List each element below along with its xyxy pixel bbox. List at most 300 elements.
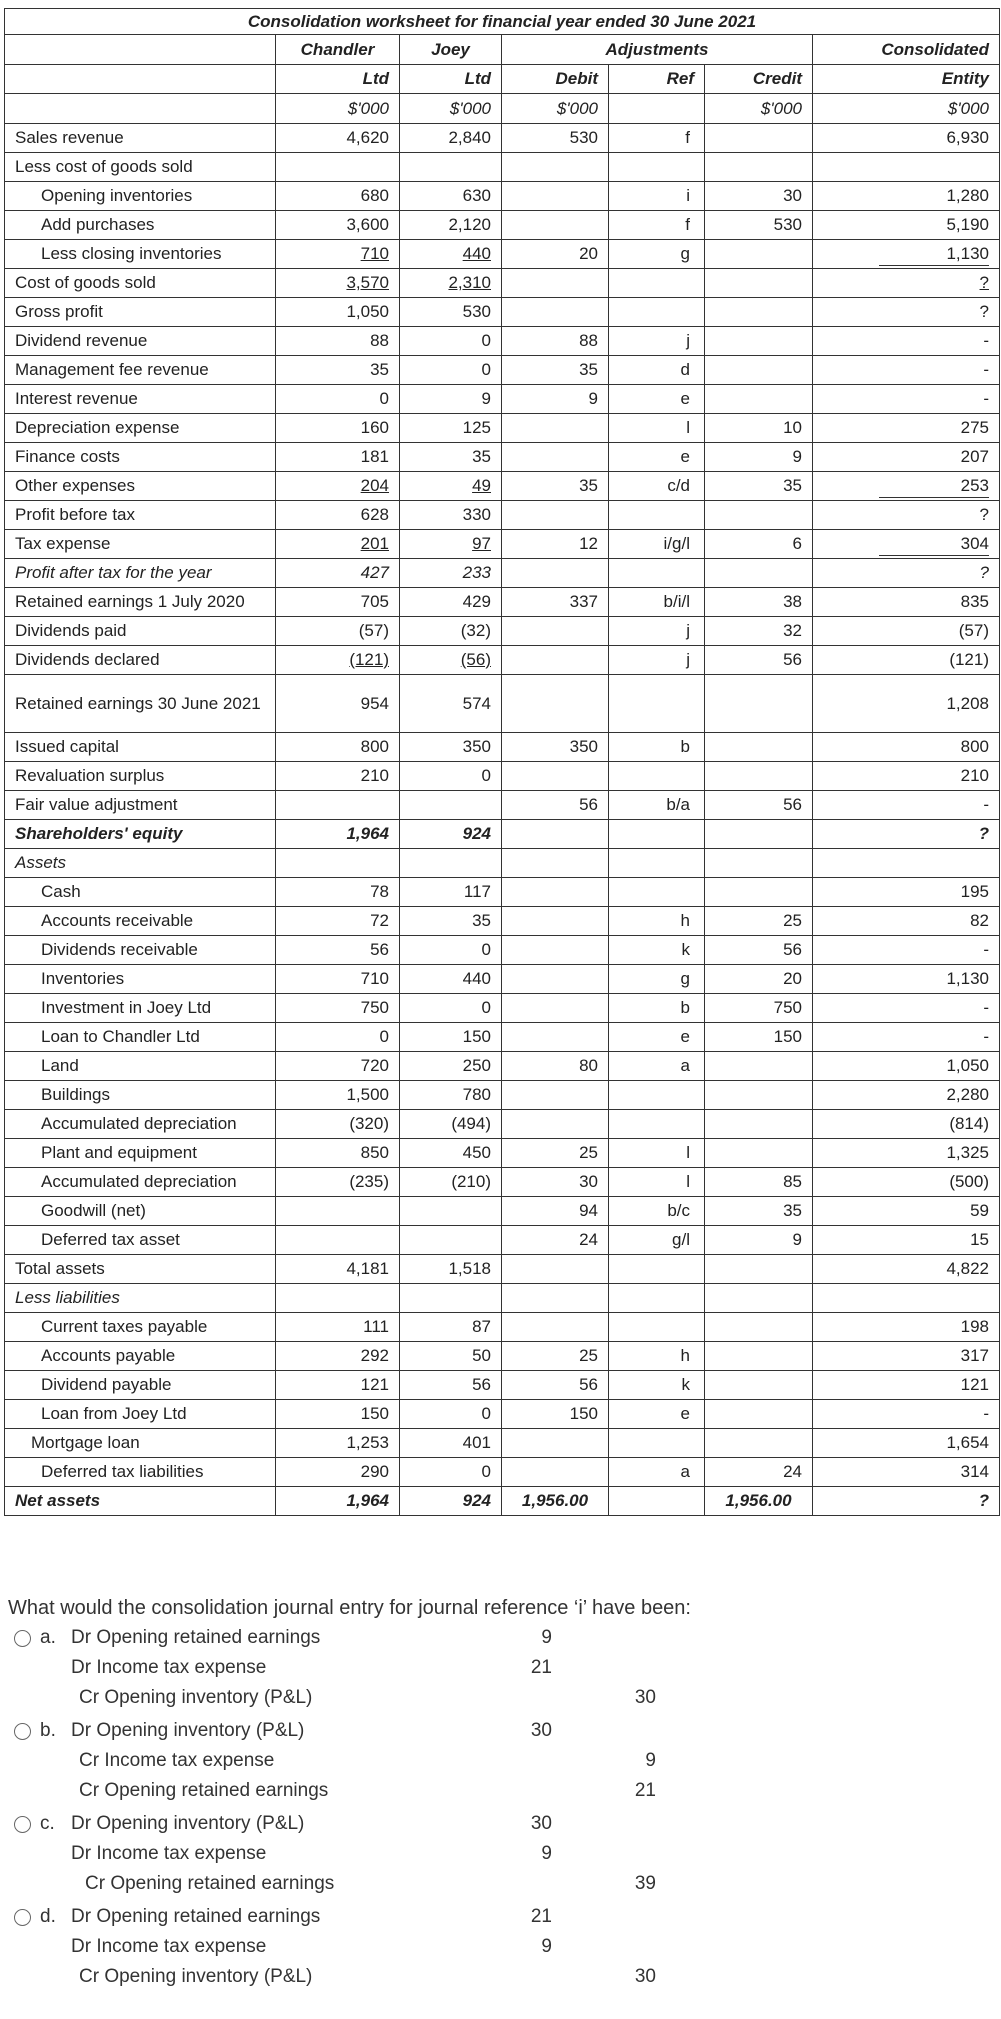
cell-debit: 12	[502, 530, 609, 559]
row-interest-revenue	[5, 385, 1000, 414]
cell-joey	[400, 1284, 502, 1313]
cell-joey: 0	[400, 356, 502, 385]
cell-ref: i	[609, 182, 705, 211]
cell-debit	[502, 414, 609, 443]
debit-amount: 9	[541, 1627, 552, 1648]
unit-entity: $'000	[813, 94, 1000, 124]
row-add-purchases	[5, 211, 1000, 240]
row-cost-of-goods-sold	[5, 269, 1000, 298]
cell-ref: b	[609, 994, 705, 1023]
cell-label: Goodwill (net)	[5, 1197, 276, 1226]
cell-consolidated: 1,208	[813, 675, 1000, 733]
cell-label: Mortgage loan	[5, 1429, 276, 1458]
cell-ref: b/a	[609, 791, 705, 820]
cell-joey: 50	[400, 1342, 502, 1371]
cell-debit: 150	[502, 1400, 609, 1429]
cell-consolidated: -	[813, 994, 1000, 1023]
cell-label: Other expenses	[5, 472, 276, 501]
cell-label: Dividends declared	[5, 646, 276, 675]
cell-chandler: 427	[276, 559, 400, 588]
cell-credit	[705, 1342, 813, 1371]
credit-amount: 39	[634, 1873, 656, 1894]
cell-consolidated: 59	[813, 1197, 1000, 1226]
cell-ref: j	[609, 617, 705, 646]
unit-chandler: $'000	[276, 94, 400, 124]
cell-debit: 94	[502, 1197, 609, 1226]
row-fair-value-adjustment	[5, 791, 1000, 820]
cell-debit	[502, 878, 609, 907]
cell-consolidated: 121	[813, 1371, 1000, 1400]
cell-ref	[609, 298, 705, 327]
cell-ref	[609, 878, 705, 907]
cell-ref: l	[609, 414, 705, 443]
debit-amount	[512, 1683, 552, 1713]
cell-debit: 25	[502, 1139, 609, 1168]
cell-chandler	[276, 791, 400, 820]
cell-chandler: 954	[276, 675, 400, 733]
cell-credit	[705, 501, 813, 530]
debit-amount	[512, 1869, 552, 1899]
cell-ref	[609, 849, 705, 878]
cell-joey: (494)	[400, 1110, 502, 1139]
cell-joey: 401	[400, 1429, 502, 1458]
cell-label: Finance costs	[5, 443, 276, 472]
credit-amount: 9	[645, 1750, 656, 1771]
cell-joey: 924	[400, 820, 502, 849]
cell-consolidated	[813, 1284, 1000, 1313]
journal-line-account: Dr Opening retained earnings	[71, 1627, 321, 1648]
option-letter: d.	[40, 1906, 56, 1927]
cell-joey: (32)	[400, 617, 502, 646]
cell-debit: 35	[502, 472, 609, 501]
cell-chandler: (57)	[276, 617, 400, 646]
cell-chandler: (320)	[276, 1110, 400, 1139]
cell-label: Issued capital	[5, 733, 276, 762]
cell-consolidated: 835	[813, 588, 1000, 617]
cell-ref: f	[609, 124, 705, 153]
row-accumulated-depreciation-buildings	[5, 1110, 1000, 1139]
credit-amount	[616, 1839, 656, 1869]
cell-ref	[609, 501, 705, 530]
cell-ref	[609, 559, 705, 588]
debit-amount: 21	[530, 1657, 552, 1678]
cell-label: Plant and equipment	[5, 1139, 276, 1168]
cell-consolidated: 1,130	[813, 240, 1000, 269]
cell-joey: 2,310	[400, 269, 502, 298]
row-investment-in-joey	[5, 994, 1000, 1023]
cell-label: Dividends receivable	[5, 936, 276, 965]
credit-amount: 30	[634, 1687, 656, 1708]
cell-credit	[705, 878, 813, 907]
journal-line-account: Dr Income tax expense	[71, 1657, 267, 1678]
cell-label: Revaluation surplus	[5, 762, 276, 791]
header-joey: Joey	[400, 35, 502, 65]
cell-ref: a	[609, 1458, 705, 1487]
row-mortgage-loan	[5, 1429, 1000, 1458]
cell-joey: 450	[400, 1139, 502, 1168]
cell-joey: 250	[400, 1052, 502, 1081]
cell-joey: 87	[400, 1313, 502, 1342]
cell-joey: 97	[400, 530, 502, 559]
cell-debit	[502, 1284, 609, 1313]
cell-joey: 150	[400, 1023, 502, 1052]
row-profit-before-tax	[5, 501, 1000, 530]
header-ref: Ref	[609, 65, 705, 94]
cell-consolidated: 1,280	[813, 182, 1000, 211]
cell-consolidated: 314	[813, 1458, 1000, 1487]
cell-credit: 85	[705, 1168, 813, 1197]
cell-joey: 0	[400, 936, 502, 965]
cell-consolidated: -	[813, 327, 1000, 356]
cell-ref: g	[609, 240, 705, 269]
cell-label: Gross profit	[5, 298, 276, 327]
cell-debit: 30	[502, 1168, 609, 1197]
cell-chandler: 1,964	[276, 820, 400, 849]
cell-label: Loan to Chandler Ltd	[5, 1023, 276, 1052]
cell-ref: l	[609, 1168, 705, 1197]
cell-credit	[705, 385, 813, 414]
cell-chandler: 150	[276, 1400, 400, 1429]
row-profit-after-tax	[5, 559, 1000, 588]
cell-credit: 150	[705, 1023, 813, 1052]
cell-consolidated: (814)	[813, 1110, 1000, 1139]
cell-chandler: 1,964	[276, 1487, 400, 1516]
row-less-cogs	[5, 153, 1000, 182]
cell-label: Profit after tax for the year	[5, 559, 276, 588]
credit-amount	[616, 1902, 656, 1932]
debit-amount: 9	[541, 1936, 552, 1957]
cell-joey: 0	[400, 762, 502, 791]
cell-chandler: 800	[276, 733, 400, 762]
cell-credit	[705, 559, 813, 588]
cell-debit	[502, 675, 609, 733]
cell-chandler: 4,181	[276, 1255, 400, 1284]
cell-debit: 35	[502, 356, 609, 385]
cell-credit: 9	[705, 443, 813, 472]
cell-credit: 10	[705, 414, 813, 443]
cell-joey: 780	[400, 1081, 502, 1110]
cell-chandler: 3,600	[276, 211, 400, 240]
cell-ref	[609, 675, 705, 733]
cell-chandler	[276, 153, 400, 182]
cell-credit: 56	[705, 791, 813, 820]
journal-line-account: Dr Income tax expense	[71, 1843, 267, 1864]
row-dividends-paid	[5, 617, 1000, 646]
cell-credit: 25	[705, 907, 813, 936]
cell-consolidated: ?	[813, 559, 1000, 588]
cell-credit	[705, 675, 813, 733]
cell-label: Buildings	[5, 1081, 276, 1110]
cell-debit: 80	[502, 1052, 609, 1081]
cell-credit: 1,956.00	[705, 1487, 813, 1516]
cell-consolidated: (121)	[813, 646, 1000, 675]
option-letter: a.	[40, 1627, 56, 1648]
worksheet-title: Consolidation worksheet for financial year ended 30 June 2021	[5, 9, 1000, 35]
journal-line-account: Cr Opening inventory (P&L)	[79, 1687, 313, 1708]
cell-joey	[400, 791, 502, 820]
cell-label: Accounts receivable	[5, 907, 276, 936]
cell-chandler: 204	[276, 472, 400, 501]
cell-debit	[502, 1255, 609, 1284]
cell-joey	[400, 1197, 502, 1226]
cell-ref: c/d	[609, 472, 705, 501]
cell-ref	[609, 153, 705, 182]
cell-chandler: 160	[276, 414, 400, 443]
cell-consolidated: ?	[813, 501, 1000, 530]
cell-joey: 49	[400, 472, 502, 501]
header-adjustments: Adjustments	[502, 35, 813, 65]
cell-debit	[502, 1081, 609, 1110]
cell-consolidated: 15	[813, 1226, 1000, 1255]
row-shareholders-equity	[5, 820, 1000, 849]
credit-amount	[616, 1716, 656, 1746]
cell-chandler: 710	[276, 240, 400, 269]
debit-amount	[512, 1776, 552, 1806]
row-land	[5, 1052, 1000, 1081]
unit-credit: $'000	[705, 94, 813, 124]
cell-debit: 530	[502, 124, 609, 153]
cell-chandler: 628	[276, 501, 400, 530]
cell-chandler: 705	[276, 588, 400, 617]
cell-consolidated: 198	[813, 1313, 1000, 1342]
cell-consolidated: -	[813, 1400, 1000, 1429]
cell-debit	[502, 443, 609, 472]
cell-consolidated: 1,130	[813, 965, 1000, 994]
cell-credit	[705, 153, 813, 182]
row-goodwill	[5, 1197, 1000, 1226]
cell-credit	[705, 762, 813, 791]
row-loan-to-chandler	[5, 1023, 1000, 1052]
cell-label: Fair value adjustment	[5, 791, 276, 820]
cell-debit	[502, 269, 609, 298]
cell-credit	[705, 1255, 813, 1284]
cell-label: Dividends paid	[5, 617, 276, 646]
cell-joey: 440	[400, 240, 502, 269]
cell-chandler: (235)	[276, 1168, 400, 1197]
cell-label: Retained earnings 1 July 2020	[5, 588, 276, 617]
row-sales-revenue	[5, 124, 1000, 153]
option-letter: b.	[40, 1720, 56, 1741]
row-dividend-revenue	[5, 327, 1000, 356]
credit-amount	[616, 1653, 656, 1683]
cell-chandler: 0	[276, 385, 400, 414]
cell-chandler	[276, 1197, 400, 1226]
row-retained-earnings-opening	[5, 588, 1000, 617]
cell-debit	[502, 762, 609, 791]
cell-debit: 337	[502, 588, 609, 617]
cell-credit: 30	[705, 182, 813, 211]
cell-joey: 1,518	[400, 1255, 502, 1284]
cell-consolidated: 304	[813, 530, 1000, 559]
cell-label: Profit before tax	[5, 501, 276, 530]
row-less-closing-inventories	[5, 240, 1000, 269]
cell-joey: 56	[400, 1371, 502, 1400]
cell-consolidated: 207	[813, 443, 1000, 472]
cell-ref: g	[609, 965, 705, 994]
cell-label: Cost of goods sold	[5, 269, 276, 298]
debit-amount: 9	[541, 1843, 552, 1864]
debit-amount: 21	[530, 1906, 552, 1927]
cell-chandler: 0	[276, 1023, 400, 1052]
cell-credit	[705, 1313, 813, 1342]
cell-debit	[502, 559, 609, 588]
cell-consolidated: 4,822	[813, 1255, 1000, 1284]
cell-debit	[502, 1458, 609, 1487]
cell-label: Cash	[5, 878, 276, 907]
cell-consolidated: 253	[813, 472, 1000, 501]
radio-button[interactable]	[14, 1723, 31, 1740]
cell-joey: (210)	[400, 1168, 502, 1197]
row-revaluation-surplus	[5, 762, 1000, 791]
cell-ref: a	[609, 1052, 705, 1081]
cell-chandler: 710	[276, 965, 400, 994]
cell-chandler: 1,253	[276, 1429, 400, 1458]
radio-button[interactable]	[14, 1816, 31, 1833]
cell-debit	[502, 182, 609, 211]
cell-chandler: 1,500	[276, 1081, 400, 1110]
cell-debit	[502, 1023, 609, 1052]
cell-credit: 24	[705, 1458, 813, 1487]
cell-credit	[705, 269, 813, 298]
cell-chandler	[276, 1284, 400, 1313]
row-current-taxes-payable	[5, 1313, 1000, 1342]
cell-chandler: 121	[276, 1371, 400, 1400]
radio-button[interactable]	[14, 1909, 31, 1926]
cell-consolidated: 6,930	[813, 124, 1000, 153]
cell-joey: 0	[400, 1400, 502, 1429]
cell-ref	[609, 269, 705, 298]
cell-debit	[502, 646, 609, 675]
cell-label: Depreciation expense	[5, 414, 276, 443]
cell-joey: 330	[400, 501, 502, 530]
cell-credit	[705, 849, 813, 878]
cell-credit	[705, 733, 813, 762]
cell-consolidated: 317	[813, 1342, 1000, 1371]
cell-consolidated: 1,050	[813, 1052, 1000, 1081]
cell-consolidated: 195	[813, 878, 1000, 907]
header-consolidated: Consolidated	[813, 35, 1000, 65]
cell-joey: 2,120	[400, 211, 502, 240]
cell-consolidated	[813, 849, 1000, 878]
cell-debit: 56	[502, 791, 609, 820]
cell-chandler: 72	[276, 907, 400, 936]
cell-chandler	[276, 1226, 400, 1255]
cell-credit	[705, 124, 813, 153]
cell-label: Land	[5, 1052, 276, 1081]
cell-label: Accumulated depreciation	[5, 1110, 276, 1139]
cell-label: Shareholders' equity	[5, 820, 276, 849]
cell-label: Accounts payable	[5, 1342, 276, 1371]
cell-credit: 6	[705, 530, 813, 559]
cell-label: Total assets	[5, 1255, 276, 1284]
cell-debit	[502, 153, 609, 182]
cell-ref: d	[609, 356, 705, 385]
cell-chandler: 3,570	[276, 269, 400, 298]
cell-debit	[502, 994, 609, 1023]
cell-chandler: 850	[276, 1139, 400, 1168]
cell-consolidated: -	[813, 791, 1000, 820]
radio-button[interactable]	[14, 1630, 31, 1647]
cell-ref: l	[609, 1139, 705, 1168]
journal-line-account: Dr Opening inventory (P&L)	[71, 1720, 305, 1741]
cell-ref	[609, 1313, 705, 1342]
cell-credit	[705, 820, 813, 849]
cell-label: Less liabilities	[5, 1284, 276, 1313]
cell-joey: 0	[400, 1458, 502, 1487]
cell-consolidated: 210	[813, 762, 1000, 791]
cell-label: Current taxes payable	[5, 1313, 276, 1342]
row-less-liabilities-heading	[5, 1284, 1000, 1313]
row-dividends-receivable	[5, 936, 1000, 965]
cell-label: Net assets	[5, 1487, 276, 1516]
cell-ref: h	[609, 1342, 705, 1371]
cell-credit	[705, 1139, 813, 1168]
cell-joey: 117	[400, 878, 502, 907]
row-tax-expense	[5, 530, 1000, 559]
cell-label: Add purchases	[5, 211, 276, 240]
journal-line-account: Cr Opening retained earnings	[85, 1873, 335, 1894]
cell-label: Accumulated depreciation	[5, 1168, 276, 1197]
cell-consolidated: ?	[813, 269, 1000, 298]
cell-joey: 350	[400, 733, 502, 762]
row-accounts-receivable	[5, 907, 1000, 936]
cell-chandler: 1,050	[276, 298, 400, 327]
cell-credit	[705, 1110, 813, 1139]
cell-chandler: 292	[276, 1342, 400, 1371]
row-retained-earnings-closing	[5, 675, 1000, 733]
cell-joey: (56)	[400, 646, 502, 675]
cell-label: Less closing inventories	[5, 240, 276, 269]
cell-ref: e	[609, 1400, 705, 1429]
cell-consolidated: (500)	[813, 1168, 1000, 1197]
cell-ref: b	[609, 733, 705, 762]
cell-credit	[705, 327, 813, 356]
cell-credit: 32	[705, 617, 813, 646]
row-gross-profit	[5, 298, 1000, 327]
cell-label: Deferred tax asset	[5, 1226, 276, 1255]
cell-debit: 88	[502, 327, 609, 356]
credit-amount: 30	[634, 1966, 656, 1987]
credit-amount: 21	[634, 1780, 656, 1801]
cell-debit: 56	[502, 1371, 609, 1400]
cell-consolidated: 1,325	[813, 1139, 1000, 1168]
cell-chandler: 78	[276, 878, 400, 907]
row-loan-from-joey	[5, 1400, 1000, 1429]
cell-consolidated: -	[813, 356, 1000, 385]
cell-consolidated: -	[813, 1023, 1000, 1052]
cell-ref: h	[609, 907, 705, 936]
cell-ref: i/g/l	[609, 530, 705, 559]
cell-joey: 9	[400, 385, 502, 414]
cell-debit: 20	[502, 240, 609, 269]
cell-label: Opening inventories	[5, 182, 276, 211]
cell-debit	[502, 1429, 609, 1458]
cell-label: Dividend payable	[5, 1371, 276, 1400]
cell-debit: 9	[502, 385, 609, 414]
cell-ref	[609, 762, 705, 791]
cell-ref: b/i/l	[609, 588, 705, 617]
cell-credit	[705, 1081, 813, 1110]
cell-credit: 750	[705, 994, 813, 1023]
cell-debit	[502, 298, 609, 327]
cell-debit: 25	[502, 1342, 609, 1371]
cell-joey: 530	[400, 298, 502, 327]
cell-ref	[609, 1081, 705, 1110]
debit-amount	[512, 1962, 552, 1992]
cell-consolidated: -	[813, 936, 1000, 965]
header-debit: Debit	[502, 65, 609, 94]
cell-label: Management fee revenue	[5, 356, 276, 385]
